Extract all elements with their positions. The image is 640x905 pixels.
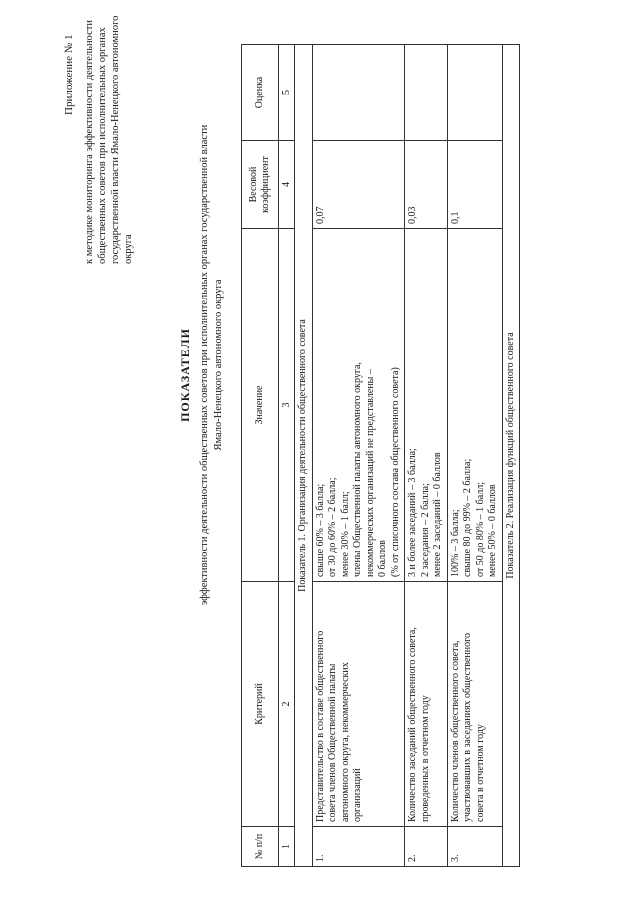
table-header-row xyxy=(242,45,279,867)
column-header: Весовой коэффициент xyxy=(242,141,279,229)
column-number-row xyxy=(279,45,295,867)
indicators-table xyxy=(241,44,520,867)
criterion-cell xyxy=(405,582,448,827)
value-line: свыше 80 до 99% – 2 балла; xyxy=(462,458,473,577)
column-number: 2 xyxy=(279,582,295,827)
criterion-line: совета членов Общественной палаты xyxy=(327,663,338,822)
appendix-line: округа xyxy=(123,234,134,264)
criterion-line: Представительство в составе общественного xyxy=(314,630,326,822)
criterion-cell xyxy=(312,582,405,827)
value-line: (% от списочного состава общественного совета) xyxy=(389,367,401,577)
page-title: ПОКАЗАТЕЛИ xyxy=(178,328,192,422)
row-number: 3. xyxy=(447,827,502,867)
section-title: Показатель 2. Реализация функций общественного совета xyxy=(502,45,520,867)
column-number: 4 xyxy=(279,141,295,229)
table-row xyxy=(405,45,448,867)
value-line: менее 2 заседаний – 0 баллов xyxy=(432,452,443,577)
weight-cell: 0,03 xyxy=(405,141,448,229)
value-line: члены Общественной палаты автономного округа, xyxy=(352,362,363,577)
criterion-line: Количество заседаний общественного совета, xyxy=(407,627,418,822)
value-line: 2 заседания – 2 балла; xyxy=(419,483,431,577)
section-row xyxy=(502,45,520,867)
criterion-line: участвовавших в заседаниях общественного xyxy=(462,633,473,822)
score-cell xyxy=(312,45,405,141)
column-header: № п/п xyxy=(242,827,279,867)
criterion-line: автономного округа, некоммерческих xyxy=(339,662,351,822)
criterion-cell xyxy=(447,582,502,827)
table-row xyxy=(447,45,502,867)
appendix-line: государственной власти Ямало-Ненецкого автономного xyxy=(110,15,121,264)
appendix-line: общественных советов при исполнительных органах xyxy=(97,27,108,264)
value-line: от 50 до 80% – 1 балл; xyxy=(474,481,486,577)
section-title: Показатель 1. Организация деятельности общественного совета xyxy=(295,45,313,867)
score-cell xyxy=(405,45,448,141)
criterion-line: проведенных в отчетном году xyxy=(419,695,431,822)
score-cell xyxy=(447,45,502,141)
appendix-title: Приложение № 1 xyxy=(63,34,75,115)
subtitle-line: Ямало-Ненецкого автономного округа xyxy=(213,279,224,451)
value-line: 0 баллов xyxy=(377,540,388,577)
subtitle-line: эффективности деятельности общественных советов при исполнительных органах государственной власти xyxy=(199,124,210,606)
column-header: Оценка xyxy=(242,45,279,141)
criterion-line: организаций xyxy=(352,768,363,822)
value-line: 100% – 3 балла; xyxy=(449,509,461,577)
column-number: 5 xyxy=(279,45,295,141)
column-number: 1 xyxy=(279,827,295,867)
column-header: Значение xyxy=(242,229,279,582)
column-header: Критерий xyxy=(242,582,279,827)
weight-cell: 0,1 xyxy=(447,141,502,229)
section-row xyxy=(295,45,313,867)
criterion-line: совета в отчетном году xyxy=(474,724,486,822)
value-cell xyxy=(447,229,502,582)
criterion-line: Количество членов общественного совета, xyxy=(449,640,461,822)
value-line: от 30 до 60% – 2 балла; xyxy=(327,477,338,577)
appendix-line: к методике мониторинга эффективности деятельности xyxy=(84,20,95,264)
table-row xyxy=(312,45,405,867)
value-cell xyxy=(312,229,405,582)
column-number: 3 xyxy=(279,229,295,582)
value-line: некоммерческих организаций не представлены – xyxy=(364,369,376,577)
value-line: менее 30% – 1 балл; xyxy=(339,491,351,577)
value-line: свыше 60% – 3 балла; xyxy=(314,483,326,577)
value-cell xyxy=(405,229,448,582)
row-number: 2. xyxy=(405,827,448,867)
value-line: менее 50% – 0 баллов xyxy=(487,484,498,577)
value-line: 3 и более заседаний – 3 балла; xyxy=(407,448,418,577)
row-number: 1. xyxy=(312,827,405,867)
weight-cell: 0,07 xyxy=(312,141,405,229)
